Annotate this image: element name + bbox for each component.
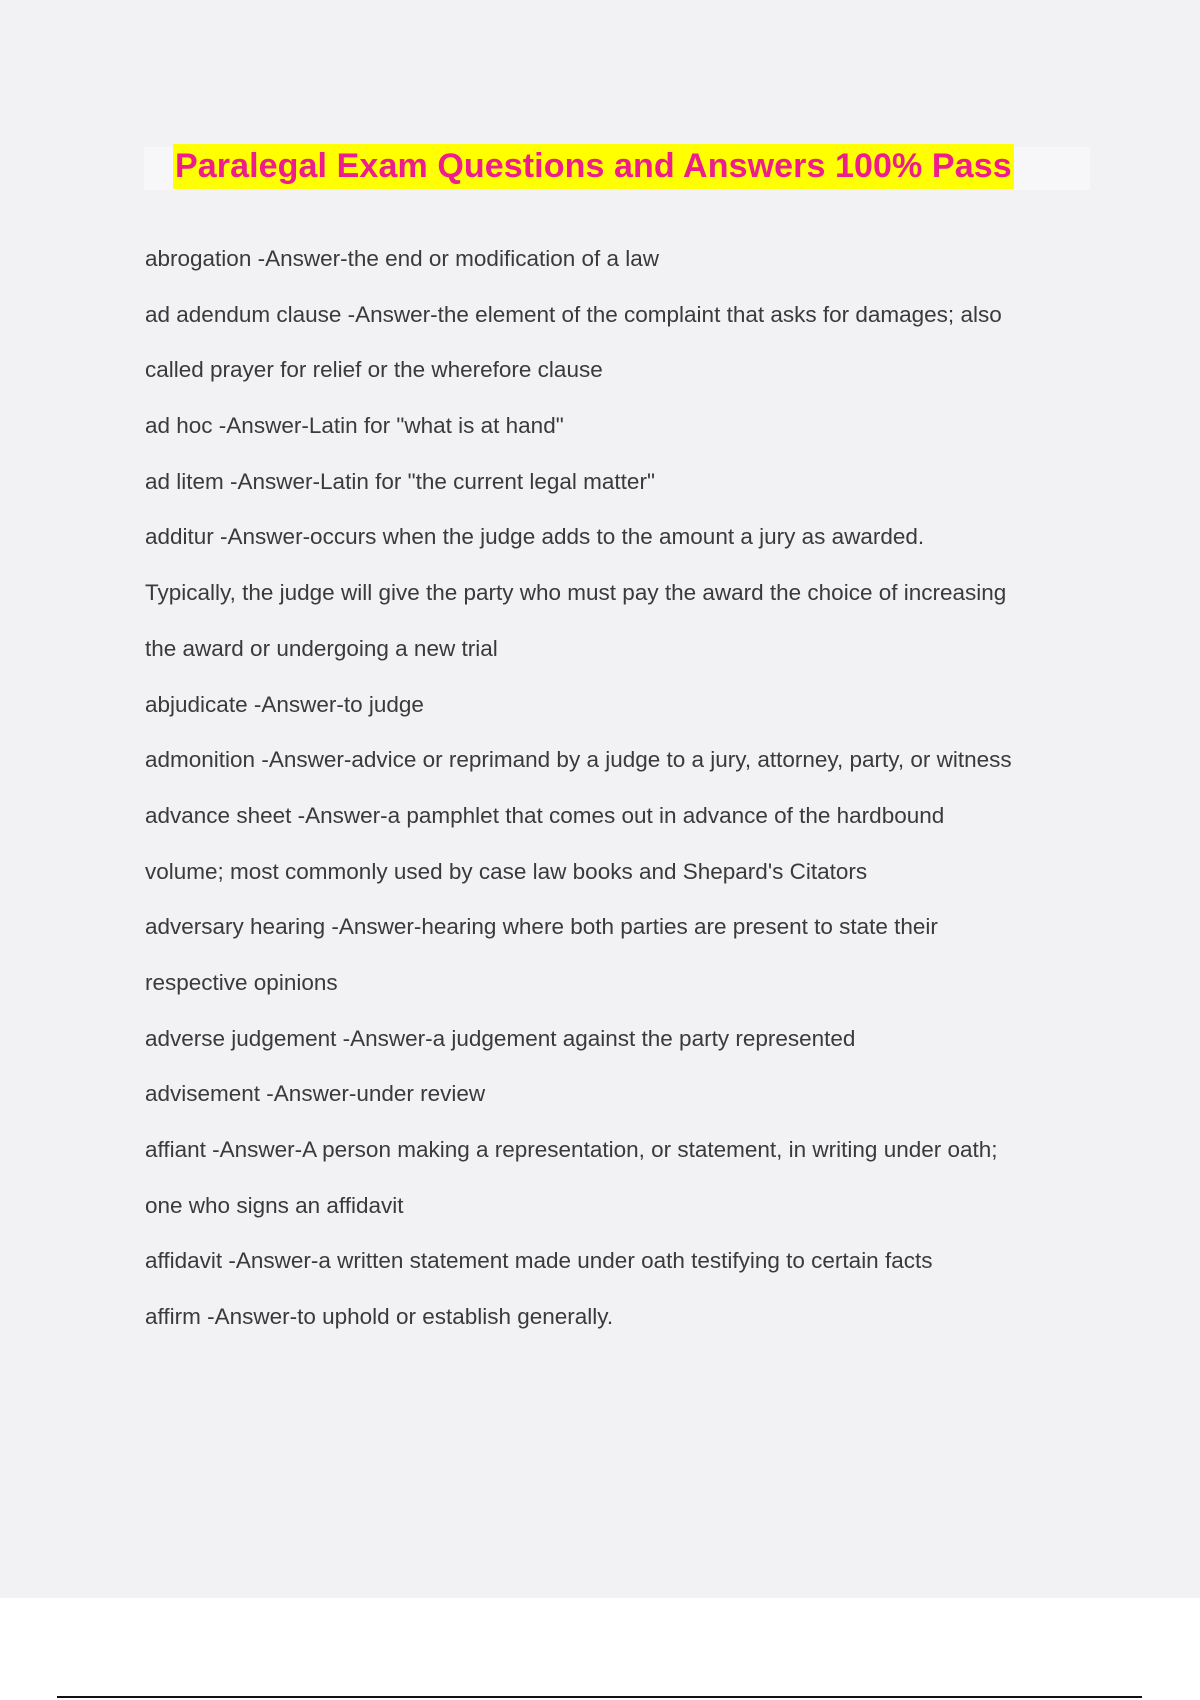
glossary-entry-line: affidavit -Answer-a written statement made under oath testifying to certain facts xyxy=(145,1248,933,1274)
glossary-list xyxy=(145,231,1095,1345)
glossary-entry-line: affirm -Answer-to uphold or establish generally. xyxy=(145,1304,614,1330)
glossary-entry xyxy=(145,1233,1095,1289)
glossary-entry xyxy=(145,732,1095,788)
glossary-entry-line: Typically, the judge will give the party who must pay the award the choice of increasing xyxy=(145,580,1007,606)
glossary-entry xyxy=(145,454,1095,510)
glossary-entry xyxy=(145,899,1095,1010)
glossary-entry-line: admonition -Answer-advice or reprimand by a judge to a jury, attorney, party, or witness xyxy=(145,747,1012,773)
glossary-entry-line: advisement -Answer-under review xyxy=(145,1081,486,1107)
glossary-entry xyxy=(145,788,1095,899)
glossary-entry xyxy=(145,677,1095,733)
glossary-entry-line: adversary hearing -Answer-hearing where both parties are present to state their xyxy=(145,914,938,940)
glossary-entry xyxy=(145,509,1095,676)
document-title: Paralegal Exam Questions and Answers 100% Pass xyxy=(173,144,1014,189)
glossary-entry-line: the award or undergoing a new trial xyxy=(145,635,498,661)
glossary-entry-line: respective opinions xyxy=(145,969,338,995)
glossary-entry xyxy=(145,1066,1095,1122)
glossary-entry-line: ad litem -Answer-Latin for "the current legal matter" xyxy=(145,468,655,494)
glossary-entry-line: abrogation -Answer-the end or modification of a law xyxy=(145,246,660,271)
glossary-entry xyxy=(145,1011,1095,1067)
glossary-entry-line: abjudicate -Answer-to judge xyxy=(145,691,424,717)
glossary-entry-line: affiant -Answer-A person making a representation, or statement, in writing under oath; xyxy=(145,1137,998,1162)
glossary-entry-line: volume; most commonly used by case law books and Shepard's Citators xyxy=(145,858,868,884)
glossary-entry-line: additur -Answer-occurs when the judge adds to the amount a jury as awarded. xyxy=(145,524,925,550)
glossary-entry xyxy=(145,287,1095,398)
glossary-entry-line: advance sheet -Answer-a pamphlet that comes out in advance of the hardbound xyxy=(145,802,945,828)
glossary-entry xyxy=(145,1289,1095,1345)
glossary-entry-line: ad adendum clause -Answer-the element of the complaint that asks for damages; also xyxy=(145,301,1002,327)
glossary-entry-line: ad hoc -Answer-Latin for "what is at hand" xyxy=(145,413,564,439)
footer-divider xyxy=(57,1696,1142,1698)
glossary-entry-line: one who signs an affidavit xyxy=(145,1192,404,1218)
glossary-entry xyxy=(145,398,1095,454)
glossary-entry-line: called prayer for relief or the wherefore clause xyxy=(145,357,603,383)
glossary-entry xyxy=(145,1122,1095,1233)
glossary-entry-line: adverse judgement -Answer-a judgement against the party represented xyxy=(145,1025,856,1051)
glossary-entry xyxy=(145,231,1095,287)
